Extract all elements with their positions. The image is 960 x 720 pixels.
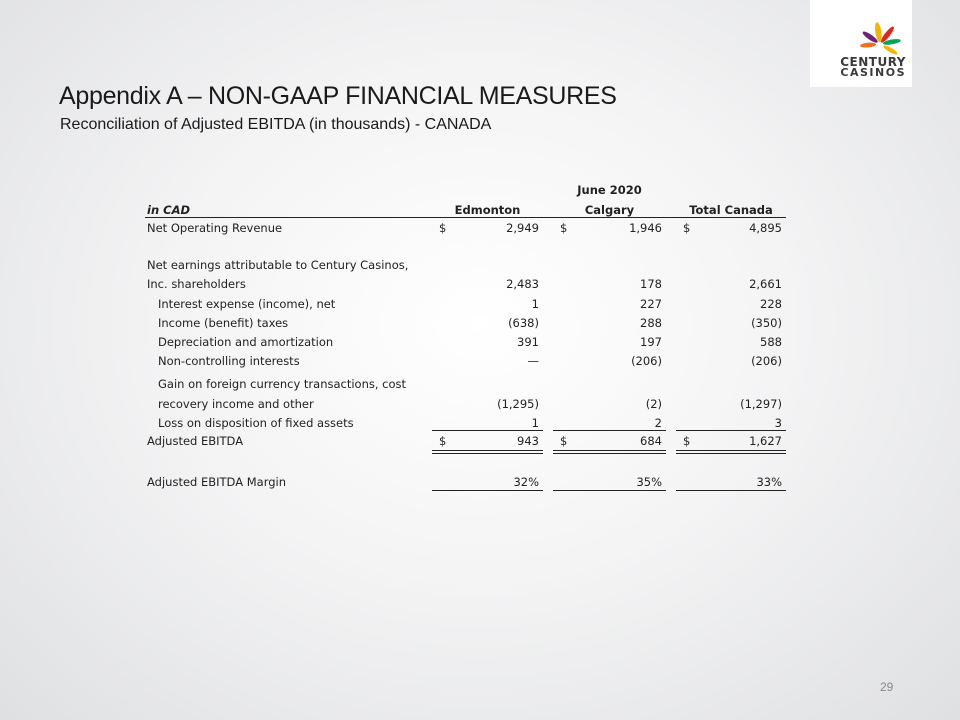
- dollar-sign: $: [560, 434, 568, 448]
- cell-value: 1: [531, 297, 539, 311]
- cell-value: 32%: [513, 475, 539, 489]
- header-rule: [145, 217, 786, 218]
- subtotal-rule: [676, 430, 786, 431]
- cell-value: 197: [640, 335, 662, 349]
- row-label: recovery income and other: [158, 397, 314, 411]
- dollar-sign: $: [683, 221, 691, 235]
- page-title: Appendix A – NON-GAAP FINANCIAL MEASURES: [59, 82, 617, 110]
- dollar-sign: $: [560, 221, 568, 235]
- subtotal-rule: [432, 430, 543, 431]
- cell-value: 391: [517, 335, 539, 349]
- cell-value: (2): [645, 397, 662, 411]
- cell-value: (350): [751, 316, 782, 330]
- cell-value: 3: [774, 416, 782, 430]
- page-subtitle: Reconciliation of Adjusted EBITDA (in thousands) - CANADA: [60, 116, 492, 133]
- column-header-edmonton: Edmonton: [454, 203, 521, 217]
- cell-value: 228: [760, 297, 782, 311]
- cell-value: (638): [508, 316, 539, 330]
- total-double-rule: [432, 450, 543, 451]
- currency-label: in CAD: [147, 203, 191, 217]
- margin-rule: [676, 490, 786, 491]
- row-label: Adjusted EBITDA Margin: [147, 475, 287, 489]
- cell-value: 1: [531, 416, 539, 430]
- row-label: Depreciation and amortization: [158, 335, 334, 349]
- cell-value: (206): [631, 354, 662, 368]
- row-label: Loss on disposition of fixed assets: [158, 416, 354, 430]
- period-header: June 2020: [577, 183, 642, 197]
- cell-value: —: [527, 354, 539, 368]
- page-number: 29: [880, 680, 894, 694]
- cell-value: 2,483: [506, 277, 539, 291]
- cell-value: 684: [640, 434, 662, 448]
- cell-value: 35%: [636, 475, 662, 489]
- cell-value: 2,661: [749, 277, 782, 291]
- subtotal-rule: [553, 430, 666, 431]
- cell-value: 2: [654, 416, 662, 430]
- row-label: Adjusted EBITDA: [147, 434, 244, 448]
- cell-value: (1,297): [740, 397, 782, 411]
- cell-value: 1,627: [749, 434, 782, 448]
- row-label: Gain on foreign currency transactions, cost: [158, 377, 407, 391]
- total-double-rule: [432, 453, 543, 454]
- cell-value: 943: [517, 434, 539, 448]
- cell-value: (206): [751, 354, 782, 368]
- dollar-sign: $: [439, 434, 447, 448]
- cell-value: 2,949: [506, 221, 539, 235]
- dollar-sign: $: [439, 221, 447, 235]
- cell-value: 33%: [756, 475, 782, 489]
- dollar-sign: $: [683, 434, 691, 448]
- column-header-calgary: Calgary: [584, 203, 635, 217]
- cell-value: (1,295): [497, 397, 539, 411]
- margin-rule: [432, 490, 543, 491]
- row-label: Net Operating Revenue: [147, 221, 283, 235]
- total-double-rule: [676, 450, 786, 451]
- cell-value: 288: [640, 316, 662, 330]
- cell-value: 4,895: [749, 221, 782, 235]
- margin-rule: [553, 490, 666, 491]
- logo-wordmark-casinos: CASINOS: [840, 66, 906, 79]
- row-label: Net earnings attributable to Century Casinos,: [147, 258, 409, 272]
- cell-value: 178: [640, 277, 662, 291]
- total-double-rule: [676, 453, 786, 454]
- cell-value: 227: [640, 297, 662, 311]
- cell-value: 1,946: [629, 221, 662, 235]
- logo-wordmark-century: CENTURY: [840, 55, 906, 69]
- column-header-total-canada: Total Canada: [689, 203, 773, 217]
- total-double-rule: [553, 453, 666, 454]
- row-label: Inc. shareholders: [147, 277, 246, 291]
- cell-value: 588: [760, 335, 782, 349]
- row-label: Non-controlling interests: [158, 354, 300, 368]
- row-label: Interest expense (income), net: [158, 297, 336, 311]
- row-label: Income (benefit) taxes: [158, 316, 289, 330]
- total-double-rule: [553, 450, 666, 451]
